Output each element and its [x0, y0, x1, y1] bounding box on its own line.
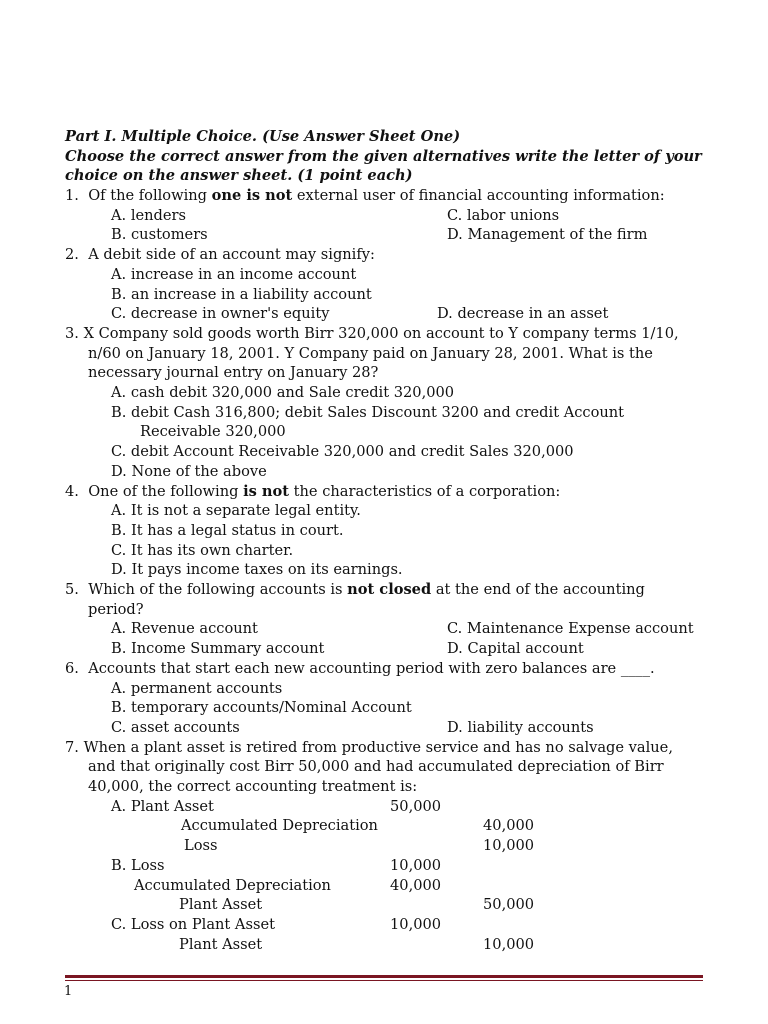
question-number: 5. — [65, 581, 79, 598]
q4-option-a: A. It is not a separate legal entity. — [111, 502, 361, 519]
q3-option-b-line-1: B. debit Cash 316,800; debit Sales Discount 3200 and credit Account — [111, 404, 625, 421]
q4-option-b: B. It has a legal status in court. — [111, 522, 344, 539]
question-3-line-2: n/60 on January 18, 2001. Y Company paid on January 28, 2001. What is the — [88, 345, 653, 362]
q3-option-d: D. None of the above — [111, 463, 267, 480]
question-5-line-2: period? — [88, 601, 144, 618]
q5-option-d: D. Capital account — [447, 640, 584, 657]
q7-a-row3-credit: 10,000 — [483, 837, 535, 854]
q7-b-row2-account: Accumulated Depreciation — [134, 877, 331, 894]
question-1-stem — [65, 186, 665, 205]
emphasis: not closed — [347, 581, 432, 598]
emphasis: one is not — [211, 187, 293, 204]
q3-option-c: C. debit Account Receivable 320,000 and credit Sales 320,000 — [111, 443, 574, 460]
question-text: at the end of the accounting — [431, 581, 645, 598]
question-2-stem — [65, 245, 375, 264]
q1-option-d: D. Management of the firm — [447, 226, 648, 243]
q7-c-row2-account: Plant Asset — [179, 936, 263, 953]
question-3-line-1: 3. X Company sold goods worth Birr 320,000 on account to Y company terms 1/10, — [65, 325, 679, 342]
q7-c-debit: 10,000 — [390, 916, 442, 933]
q3-option-a: A. cash debit 320,000 and Sale credit 320,000 — [111, 384, 455, 401]
q7-a-row2-account: Accumulated Depreciation — [181, 817, 378, 834]
q4-option-c: C. It has its own charter. — [111, 542, 294, 559]
question-7-line-2: and that originally cost Birr 50,000 and had accumulated depreciation of Birr — [88, 758, 664, 775]
q1-option-c: C. labor unions — [447, 207, 560, 224]
q3-option-b-line-2: Receivable 320,000 — [140, 423, 286, 440]
q7-c-account: C. Loss on Plant Asset — [111, 916, 275, 933]
q7-a-account: A. Plant Asset — [111, 798, 214, 815]
question-text: external user of financial accounting information: — [292, 187, 665, 204]
question-7-line-1: 7. When a plant asset is retired from productive service and has no salvage value, — [65, 739, 673, 756]
question-6-stem — [65, 659, 655, 678]
question-text: One of the following — [88, 483, 244, 500]
instruction-line-2: choice on the answer sheet. (1 point each) — [65, 167, 413, 184]
q2-option-d: D. decrease in an asset — [437, 305, 609, 322]
q4-option-d: D. It pays income taxes on its earnings. — [111, 561, 403, 578]
q7-a-row2-credit: 40,000 — [483, 817, 535, 834]
instruction-line-1: Choose the correct answer from the given alternatives write the letter of your — [65, 148, 702, 165]
q1-option-b: B. customers — [111, 226, 208, 243]
q7-b-account: B. Loss — [111, 857, 165, 874]
question-number: 6. — [65, 660, 79, 677]
q6-option-a: A. permanent accounts — [111, 680, 283, 697]
q2-option-c: C. decrease in owner's equity — [111, 305, 330, 322]
footer-rule-thick — [65, 975, 703, 978]
emphasis: is not — [243, 483, 290, 500]
page-number: 1 — [64, 984, 73, 999]
q5-option-c: C. Maintenance Expense account — [447, 620, 694, 637]
question-text: Of the following — [88, 187, 212, 204]
question-text: the characteristics of a corporation: — [289, 483, 561, 500]
q2-option-a: A. increase in an income account — [111, 266, 357, 283]
part-title: Part I. Multiple Choice. (Use Answer Sheet One) — [65, 128, 461, 145]
q6-option-d: D. liability accounts — [447, 719, 594, 736]
q2-option-b: B. an increase in a liability account — [111, 286, 372, 303]
q1-option-a: A. lenders — [111, 207, 186, 224]
question-4-stem — [65, 482, 560, 501]
q7-b-debit: 10,000 — [390, 857, 442, 874]
question-text: Which of the following accounts is — [88, 581, 348, 598]
footer-rule-thin — [65, 980, 703, 981]
q7-b-row2-debit: 40,000 — [390, 877, 442, 894]
question-5-stem — [65, 580, 703, 599]
question-number: 4. — [65, 483, 79, 500]
question-number: 2. — [65, 246, 79, 263]
q7-b-row3-credit: 50,000 — [483, 896, 535, 913]
q5-option-a: A. Revenue account — [111, 620, 258, 637]
question-3-line-3: necessary journal entry on January 28? — [88, 364, 379, 381]
q7-b-row3-account: Plant Asset — [179, 896, 263, 913]
q6-option-c: C. asset accounts — [111, 719, 240, 736]
q7-a-debit: 50,000 — [390, 798, 442, 815]
question-text: Accounts that start each new accounting period with zero balances are ____. — [88, 660, 655, 677]
q7-a-row3-account: Loss — [184, 837, 218, 854]
q7-c-row2-credit: 10,000 — [483, 936, 535, 953]
question-number: 1. — [65, 187, 79, 204]
question-7-line-3: 40,000, the correct accounting treatment is: — [88, 778, 418, 795]
question-text: A debit side of an account may signify: — [88, 246, 375, 263]
q5-option-b: B. Income Summary account — [111, 640, 325, 657]
q6-option-b: B. temporary accounts/Nominal Account — [111, 699, 412, 716]
